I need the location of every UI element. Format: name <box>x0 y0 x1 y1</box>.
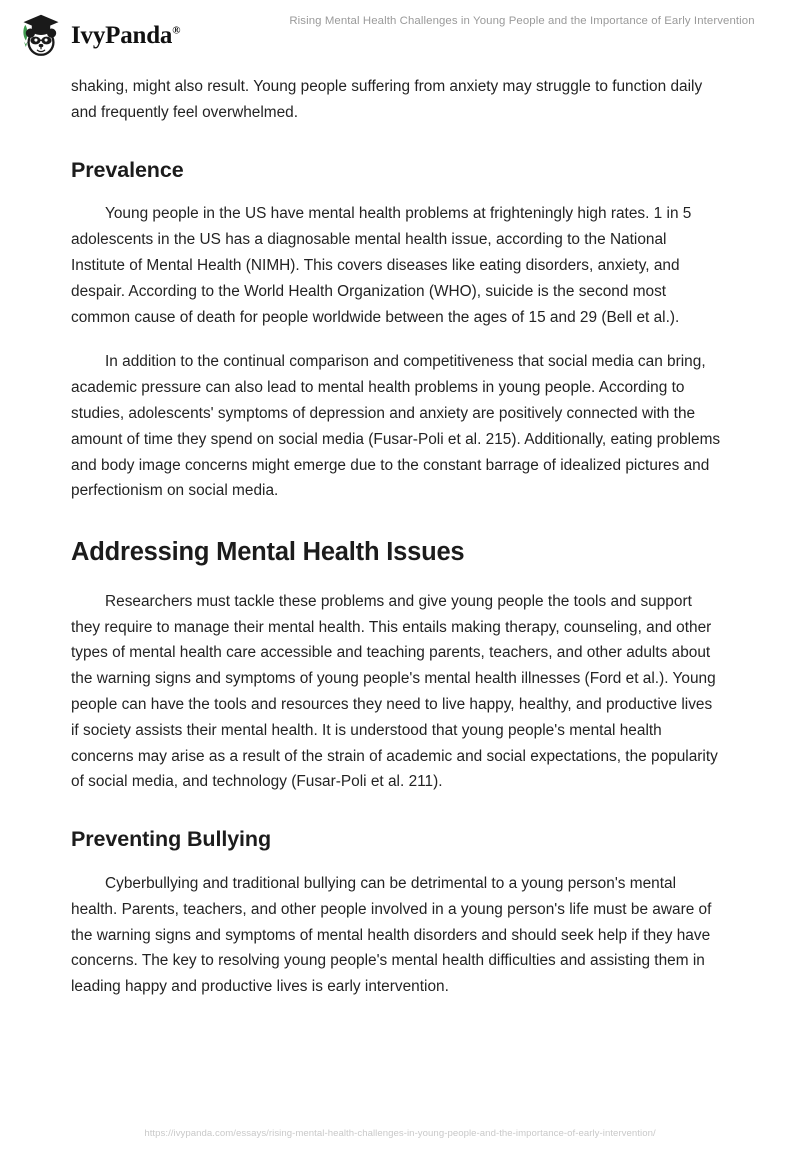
content-block-1 <box>71 158 721 184</box>
paragraph: shaking, might also result. Young people suffering from anxiety may struggle to function daily and frequently feel overwhelmed. <box>71 78 703 121</box>
registered-trademark-symbol: ® <box>172 24 181 37</box>
article-body <box>71 74 721 1000</box>
paragraph: Cyberbullying and traditional bullying can be detrimental to a young person's mental health. Parents, teachers, and other people involved in a young person's life must be aware of the warning signs and symptoms of mental health disorders and should seek help if they have concerns. The key to resolving young people's mental health difficulties and assisting them in leading happy and productive lives is early intervention. <box>71 874 712 996</box>
content-block-3 <box>71 349 721 504</box>
content-block-4 <box>71 537 721 568</box>
brand-logo-group[interactable] <box>18 12 180 58</box>
brand-name-text: IvyPanda <box>71 21 173 49</box>
brand-wordmark <box>71 23 180 48</box>
content-block-7 <box>71 871 721 1000</box>
content-block-2 <box>71 201 721 330</box>
content-block-6 <box>71 827 721 853</box>
content-block-0 <box>71 74 721 126</box>
section-heading-preventing-bullying: Preventing Bullying <box>71 827 271 852</box>
document-header-title: Rising Mental Health Challenges in Young People and the Importance of Early Intervention <box>289 15 755 27</box>
page-header <box>0 0 800 64</box>
paragraph: Researchers must tackle these problems and give young people the tools and support they require to manage their mental health. This entails making therapy, counseling, and other types of mental health care accessible and teaching parents, teachers, and other adults about the warning signs and symptoms of young people's mental health illnesses (Ford et al.). Young people can have the tools and resources they need to live happy, healthy, and productive lives if society assists their mental health. It is understood that young people's mental health concerns may arise as a result of the strain of academic and social expectations, the popularity of social media, and technology (Fusar-Poli et al. 211). <box>71 592 718 791</box>
section-heading-prevalence: Prevalence <box>71 157 184 182</box>
section-heading-addressing-mental-health-issues: Addressing Mental Health Issues <box>71 538 465 567</box>
content-block-5 <box>71 589 721 795</box>
paragraph: In addition to the continual comparison and competitiveness that social media can bring, academic pressure can also lead to mental health problems in young people. According to studies, adolescents' symptoms of depression and anxiety are positively connected with the amount of time they spend on social media (Fusar-Poli et al. 215). Additionally, eating problems and body image concerns might emerge due to the constant barrage of idealized pictures and perfectionism on social media. <box>71 353 721 500</box>
panda-graduate-logo-icon <box>18 12 64 58</box>
page-footer <box>0 1127 800 1140</box>
source-url-link[interactable]: https://ivypanda.com/essays/rising-mental-health-challenges-in-young-people-and-the-importance-of-early-intervention/ <box>144 1127 656 1139</box>
paragraph: Young people in the US have mental health problems at frighteningly high rates. 1 in 5 adolescents in the US has a diagnosable mental health issue, according to the National Institute of Mental Health (NIMH). This covers diseases like eating disorders, anxiety, and despair. According to the World Health Organization (WHO), suicide is the second most common cause of death for people worldwide between the ages of 15 and 29 (Bell et al.). <box>71 205 692 326</box>
